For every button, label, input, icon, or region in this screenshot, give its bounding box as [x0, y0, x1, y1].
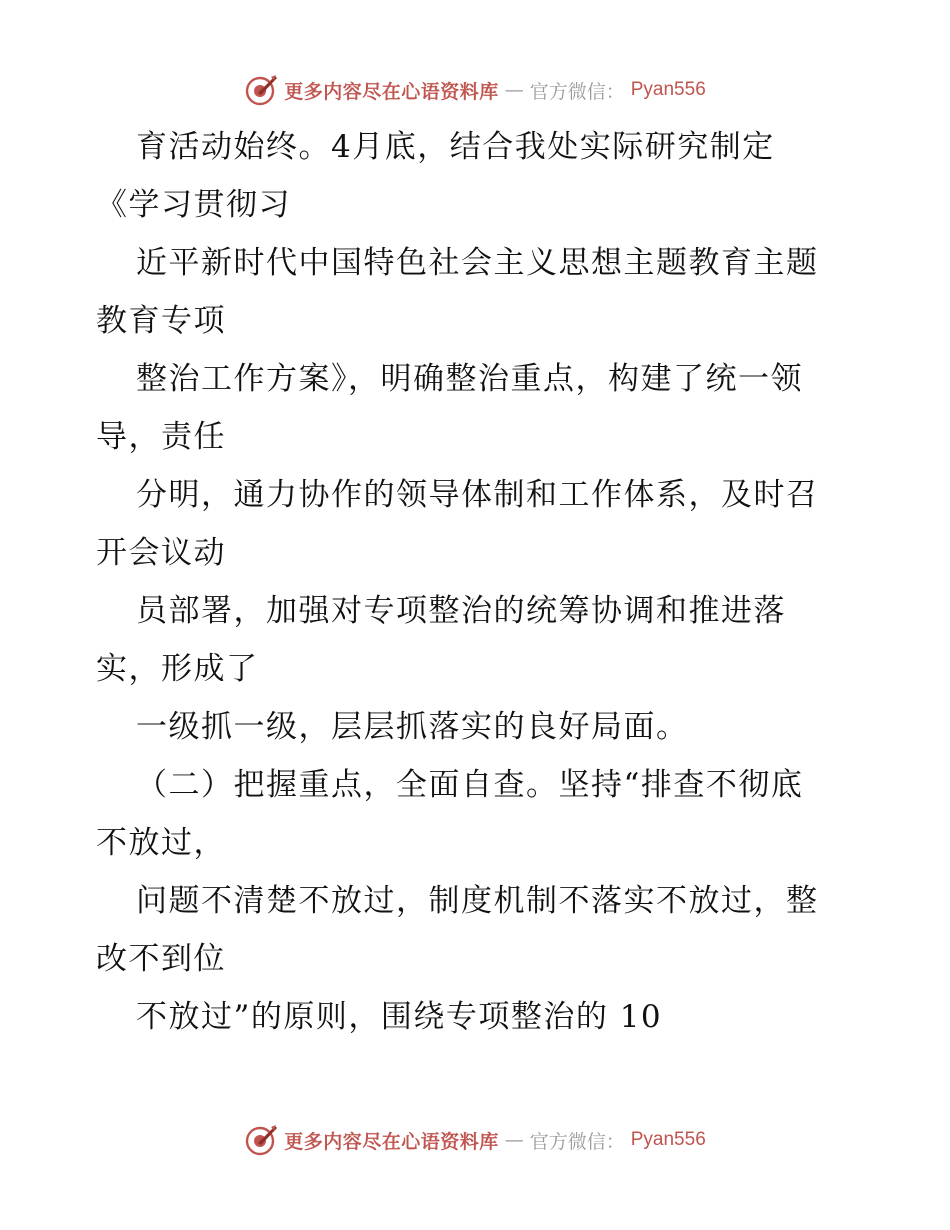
body-line: 实，形成了 [96, 651, 259, 687]
body-line: 一级抓一级，层层抓落实的良好局面。 [136, 709, 689, 745]
quill-logo-icon [244, 1123, 278, 1157]
body-line: 育活动始终。4月底，结合我处实际研究制定 [136, 129, 775, 165]
header-banner [0, 70, 950, 110]
banner-brand: 更多内容尽在心语资料库 [284, 1130, 499, 1153]
body-line: 《学习贯彻习 [96, 187, 291, 223]
banner-brand: 更多内容尽在心语资料库 [284, 80, 499, 103]
body-line: 开会议动 [96, 535, 226, 571]
banner-separator: — [504, 79, 524, 101]
quill-logo-icon [244, 73, 278, 107]
banner-wechat-handle: Pyan556 [630, 1129, 706, 1150]
body-line: 问题不清楚不放过，制度机制不落实不放过，整 [136, 883, 819, 919]
banner-wechat-handle: Pyan556 [630, 79, 706, 100]
body-line: 导，责任 [96, 419, 226, 455]
banner-separator: — [504, 1129, 524, 1151]
body-line: 员部署，加强对专项整治的统筹协调和推进落 [136, 593, 786, 629]
footer-banner [0, 1120, 950, 1160]
banner-wechat-label: 官方微信： [529, 1130, 625, 1153]
body-line: 不放过， [96, 825, 226, 861]
body-line: 不放过”的原则，围绕专项整治的 10 [136, 999, 663, 1035]
body-line: （二）把握重点，全面自查。坚持“排查不彻底 [136, 767, 804, 803]
body-line: 改不到位 [96, 941, 226, 977]
body-line: 分明，通力协作的领导体制和工作体系，及时召 [136, 477, 819, 513]
document-body [96, 118, 876, 1046]
body-line: 整治工作方案》，明确整治重点，构建了统一领 [136, 361, 803, 397]
body-line: 近平新时代中国特色社会主义思想主题教育主题 [136, 245, 819, 281]
banner-wechat-label: 官方微信： [529, 80, 625, 103]
body-line: 教育专项 [96, 303, 226, 339]
